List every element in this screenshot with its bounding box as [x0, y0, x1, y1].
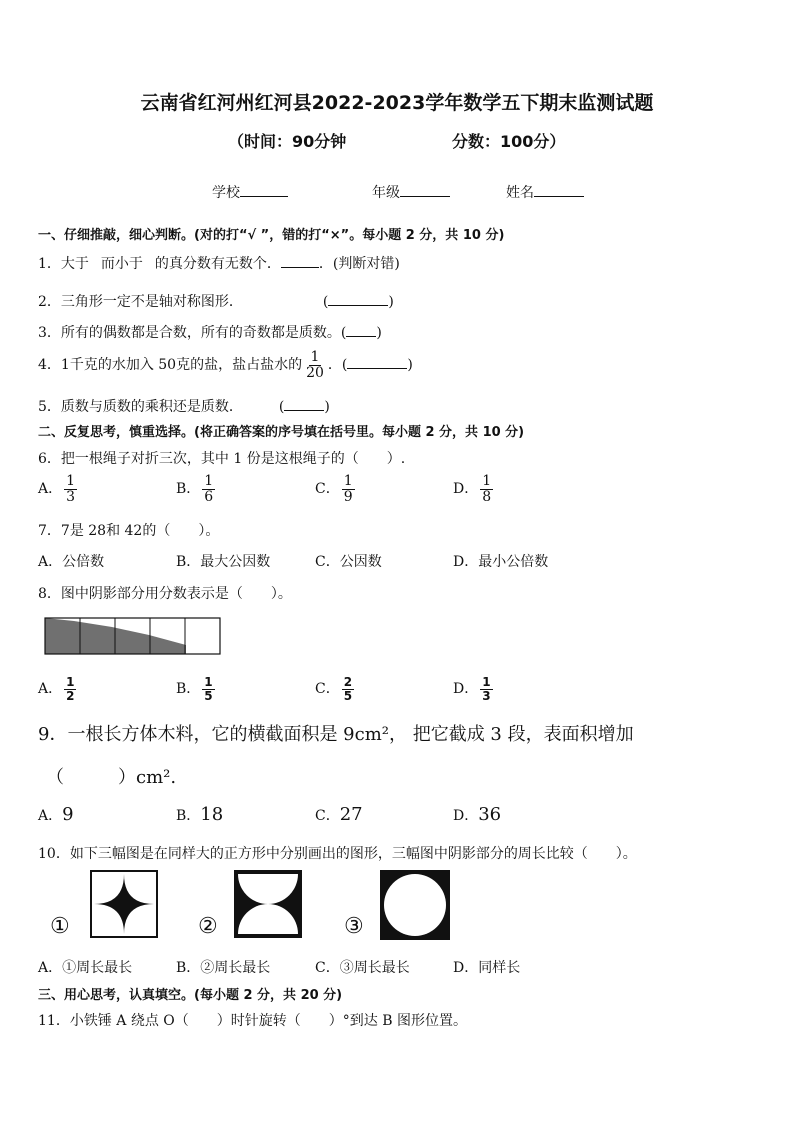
answer-blank[interactable] — [281, 253, 319, 268]
question-7: 7．7是 28和 42的（ ）。 — [38, 523, 220, 539]
q8-option-a[interactable]: A． $\frac{1}{2}$ — [38, 675, 75, 703]
name-label: 姓名 — [506, 185, 534, 201]
section-1-heading: 一、仔细推敲，细心判断。(对的打“√ ”，错的打“×”。每小题 2 分，共 10 分) — [38, 228, 505, 243]
q10-option-b[interactable]: B．②周长最长 — [176, 960, 271, 976]
question-10: 10．如下三幅图是在同样大的正方形中分别画出的图形，三幅图中阴影部分的周长比较（ ）。 — [38, 846, 637, 862]
q10-option-d[interactable]: D．同样长 — [453, 960, 521, 976]
question-2: 2．三角形一定不是轴对称图形． ( ) — [38, 291, 394, 311]
q8-option-b[interactable]: B． $\frac{1}{5}$ — [176, 675, 213, 703]
q8-option-d[interactable]: D． $\frac{1}{3}$ — [453, 675, 491, 703]
school-field[interactable] — [212, 182, 288, 202]
q8-shaded-strip — [44, 617, 222, 655]
q9-option-d[interactable]: D．36 — [453, 804, 502, 825]
name-field[interactable] — [506, 182, 584, 202]
circle-shape — [384, 874, 446, 936]
q8-option-c[interactable]: C． $\frac{2}{5}$ — [315, 675, 353, 703]
q7-option-b[interactable]: B．最大公因数 — [176, 554, 271, 570]
section-2-heading: 二、反复思考，慎重选择。(将正确答案的序号填在括号里。每小题 2 分，共 10 分) — [38, 425, 525, 440]
time-limit: （时间：90分钟 — [228, 132, 347, 151]
q6-option-b[interactable]: B． $\frac{1}{6}$ — [176, 473, 214, 505]
section-3-heading: 三、用心思考，认真填空。(每小题 2 分，共 20 分) — [38, 988, 343, 1003]
figure-1-star — [90, 870, 158, 938]
q6-option-d[interactable]: D． $\frac{1}{8}$ — [453, 473, 492, 505]
q6-option-a[interactable]: A． $\frac{1}{3}$ — [38, 473, 76, 505]
q10-option-c[interactable]: C．③周长最长 — [315, 960, 410, 976]
school-label: 学校 — [212, 185, 240, 201]
question-1: 1．大于 而小于 的真分数有无数个． ．(判断对错) — [38, 253, 400, 273]
q9-option-b[interactable]: B．18 — [176, 804, 224, 825]
q9-option-a[interactable]: A．9 — [38, 804, 74, 825]
answer-blank[interactable] — [347, 354, 407, 369]
answer-blank[interactable] — [346, 322, 376, 337]
grade-field[interactable] — [372, 182, 450, 202]
question-9: 9．一根长方体木料，它的横截面积是 9cm²， 把它截成 3 段，表面积增加 — [38, 724, 634, 745]
question-3: 3．所有的偶数都是合数，所有的奇数都是质数。( ) — [38, 322, 382, 342]
question-5: 5．质数与质数的乘积还是质数． ( ) — [38, 396, 330, 416]
name-blank[interactable] — [534, 182, 584, 197]
q7-option-d[interactable]: D．最小公倍数 — [453, 554, 549, 570]
total-score: 分数：100分） — [452, 132, 566, 151]
answer-blank[interactable] — [328, 291, 388, 306]
fraction: $\frac{1}{20}$ — [306, 349, 324, 381]
figure-2-arcs — [234, 870, 302, 938]
grade-blank[interactable] — [400, 182, 450, 197]
question-11: 11．小铁锤 A 绕点 O（ ）时针旋转（ ）°到达 B 图形位置。 — [38, 1013, 467, 1029]
figure-3-circle — [380, 870, 450, 940]
question-9-line-2: （ ）cm². — [46, 767, 177, 788]
q6-option-c[interactable]: C． $\frac{1}{9}$ — [315, 473, 353, 505]
q7-option-a[interactable]: A．公倍数 — [38, 554, 105, 570]
q9-option-c[interactable]: C．27 — [315, 804, 363, 825]
question-8: 8．图中阴影部分用分数表示是（ ）。 — [38, 586, 292, 602]
page-title: 云南省红河州红河县2022-2023学年数学五下期末监测试题 — [140, 92, 654, 114]
school-blank[interactable] — [240, 182, 288, 197]
q7-option-c[interactable]: C．公因数 — [315, 554, 382, 570]
figure-1-label: ① — [50, 914, 70, 939]
question-6: 6．把一根绳子对折三次，其中 1 份是这根绳子的（ ）. — [38, 451, 406, 467]
figure-3-label: ③ — [344, 914, 364, 939]
question-4: 4．1千克的水加入 50克的盐，盐占盐水的 $\frac{1}{20}$ ．( ) — [38, 349, 413, 381]
q10-option-a[interactable]: A．①周长最长 — [38, 960, 133, 976]
answer-blank[interactable] — [284, 396, 324, 411]
grade-label: 年级 — [372, 185, 400, 201]
figure-2-label: ② — [198, 914, 218, 939]
